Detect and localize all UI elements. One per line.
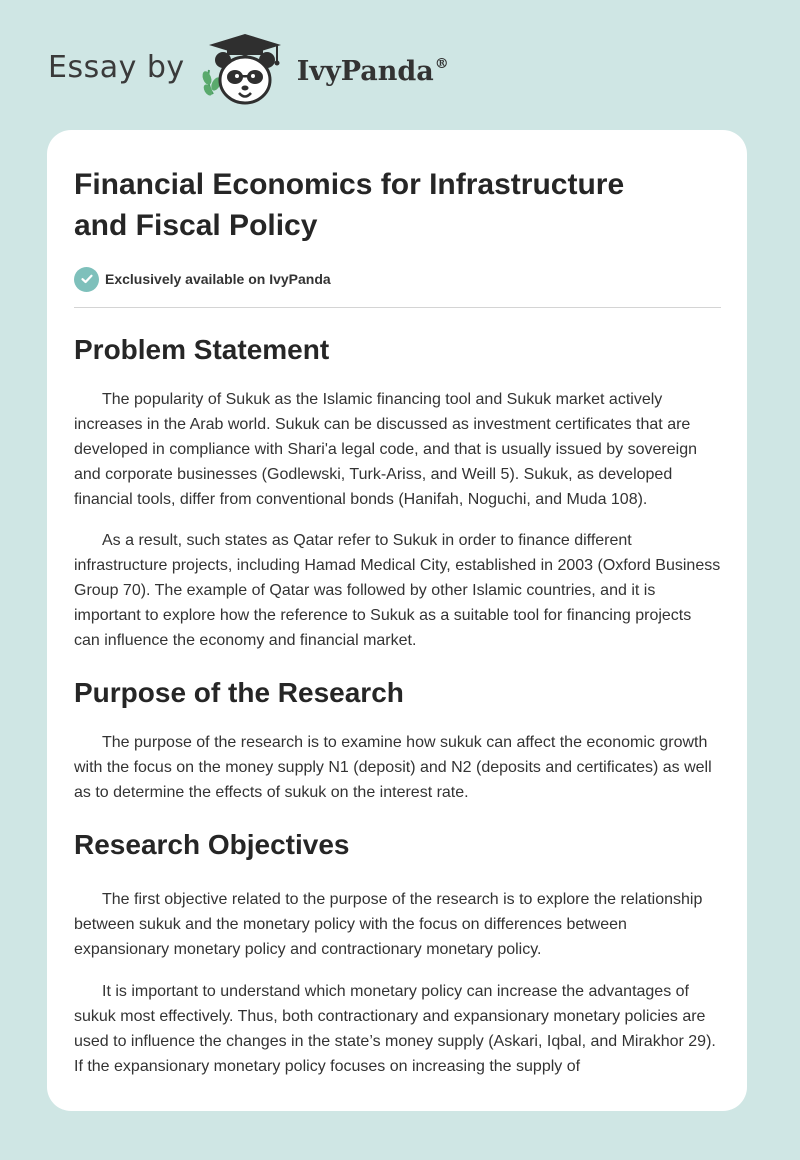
section-heading-objectives: Research Objectives <box>74 829 350 860</box>
essay-by-label: Essay by <box>48 49 185 85</box>
checkmark-icon <box>74 267 99 292</box>
title-divider <box>74 307 721 308</box>
section-heading-problem-statement: Problem Statement <box>74 334 330 365</box>
exclusive-label: Exclusively available on IvyPanda <box>105 271 331 287</box>
paragraph: The purpose of the research is to examine how sukuk can affect the economic growth with the focus on the money supply N1 (deposit) and N2 (deposits and certificates) as well as to determine the effects of sukuk on the interest rate. <box>74 734 712 801</box>
site-header <box>48 30 449 110</box>
article-title-line-1: Financial Economics for Infrastructure <box>74 168 625 201</box>
paragraph: As a result, such states as Qatar refer to Sukuk in order to finance different infrastructure projects, including Hamad Medical City, established in 2003 (Oxford Business Group 70). The example of Qatar was followed by other Islamic countries, and it is important to explore how the reference to Sukuk as a suitable tool for financing projects can influence the economy and financial market. <box>74 532 721 649</box>
article-title <box>74 164 721 246</box>
paragraph: The popularity of Sukuk as the Islamic financing tool and Sukuk market actively increases in the Arab world. Sukuk can be discussed as investment certificates that are developed in compliance with Shari'a legal code, and that is usually issued by sovereign and corporate businesses (Godlewski, Turk-Ariss, and Weill 5). Sukuk, as developed financial tools, differ from conventional bonds (Hanifah, Noguchi, and Muda 108). <box>74 391 697 508</box>
brand-name[interactable] <box>297 56 449 87</box>
paragraph: It is important to understand which monetary policy can increase the advantages of sukuk most effectively. Thus, both contractionary and expansionary monetary policies are used to influence the changes in the state’s money supply (Askari, Iqbal, and Mirakhor 29). If the expansionary monetary policy focuses on increasing the supply of <box>74 983 716 1075</box>
article-card <box>47 130 747 1111</box>
section-heading-purpose: Purpose of the Research <box>74 677 404 708</box>
panda-logo-icon[interactable] <box>197 30 293 110</box>
exclusive-badge <box>74 266 721 292</box>
paragraph: The first objective related to the purpose of the research is to explore the relationship between sukuk and the monetary policy with the focus on differences between expansionary monetary policy and contractionary monetary policy. <box>74 891 703 958</box>
brand-text: IvyPanda <box>296 55 434 87</box>
article-title-line-2: and Fiscal Policy <box>74 209 318 242</box>
registered-mark: ® <box>434 55 449 72</box>
